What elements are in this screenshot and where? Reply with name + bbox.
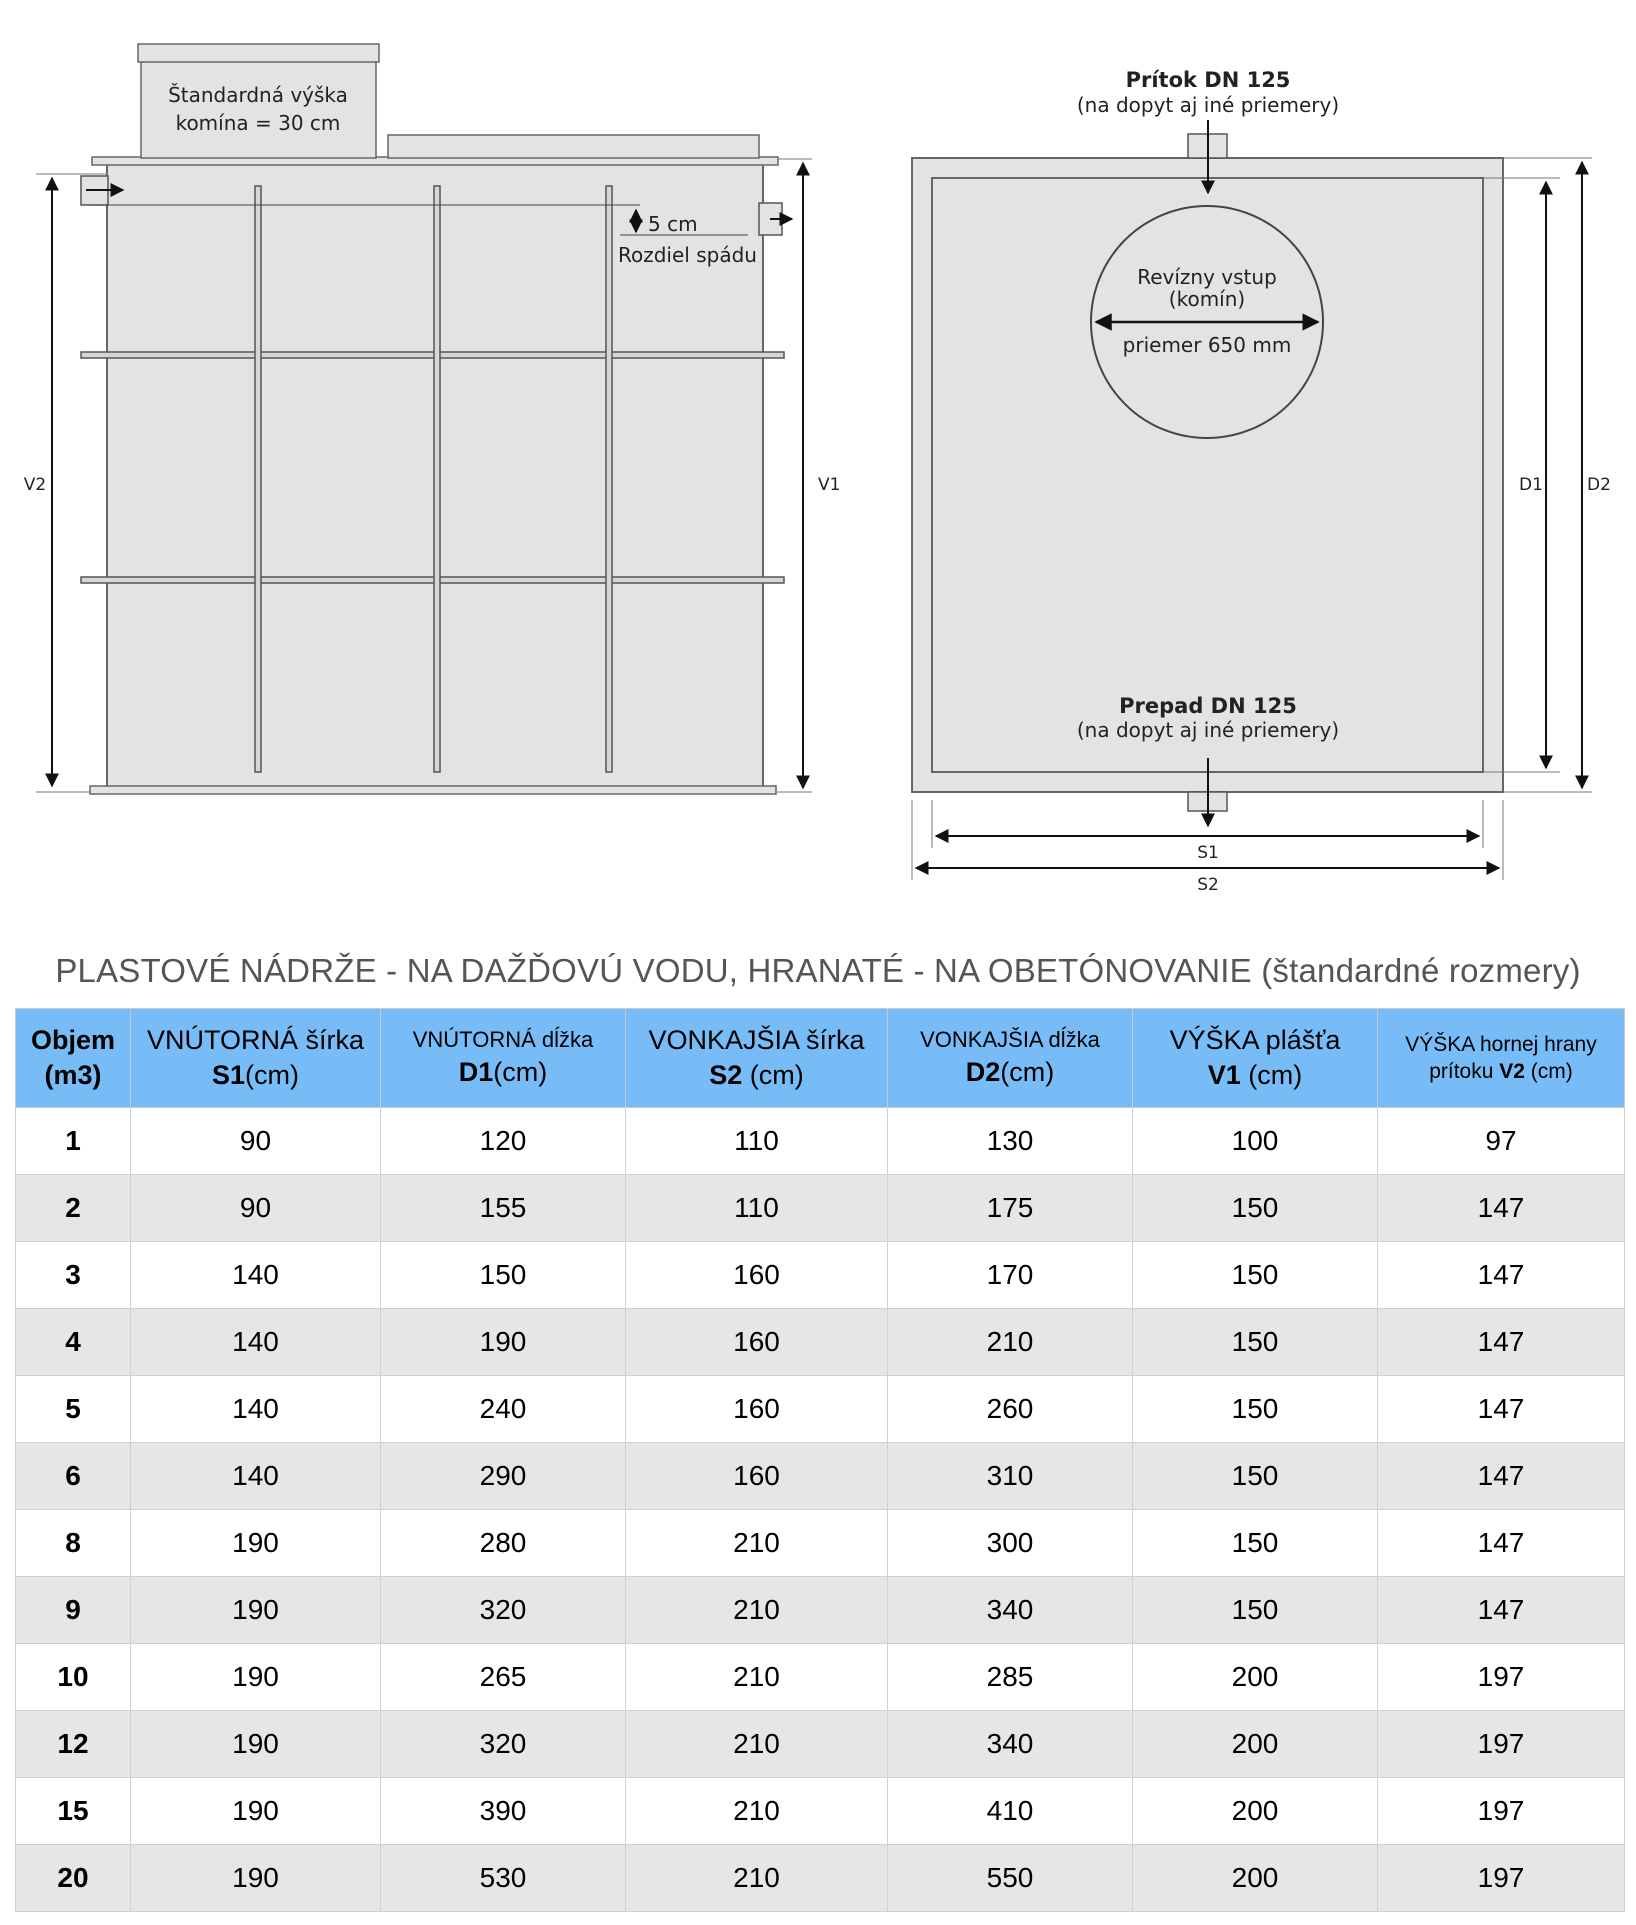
col-header-symbol: S2: [709, 1060, 743, 1090]
cell-s2: 210: [626, 1577, 888, 1644]
col-header-symbol: V2: [1499, 1060, 1525, 1083]
col-header-line1: VNÚTORNÁ šírka: [146, 1024, 365, 1055]
chimney-cap: [138, 44, 379, 62]
inspection-label-line2: (komín): [1168, 287, 1246, 311]
col-header-unit: (cm): [1240, 1060, 1303, 1090]
d1-label: D1: [1519, 475, 1543, 495]
table-row: [16, 1778, 1625, 1845]
table-row: [16, 1309, 1625, 1376]
cell-s1: 140: [131, 1309, 381, 1376]
cell-s1: 140: [131, 1443, 381, 1510]
chimney: [141, 60, 376, 158]
cell-s2: 160: [626, 1309, 888, 1376]
col-header-symbol: V1: [1207, 1060, 1241, 1090]
col-header-unit: (cm): [245, 1060, 299, 1090]
cell-objem: 10: [16, 1644, 131, 1711]
cell-v1: 150: [1133, 1577, 1378, 1644]
cell-s1: 90: [131, 1108, 381, 1175]
cell-v2: 147: [1378, 1443, 1625, 1510]
table-row: [16, 1443, 1625, 1510]
cell-v1: 200: [1133, 1711, 1378, 1778]
s1-label: S1: [1197, 843, 1219, 863]
cell-d1: 190: [381, 1309, 626, 1376]
diameter-label: priemer 650 mm: [1122, 333, 1292, 357]
cell-d2: 285: [888, 1644, 1133, 1711]
cell-d2: 410: [888, 1778, 1133, 1845]
cell-d2: 300: [888, 1510, 1133, 1577]
cell-d1: 155: [381, 1175, 626, 1242]
cell-v2: 197: [1378, 1711, 1625, 1778]
cell-s1: 190: [131, 1711, 381, 1778]
cell-v1: 150: [1133, 1175, 1378, 1242]
cell-objem: 3: [16, 1242, 131, 1309]
cell-v1: 150: [1133, 1242, 1378, 1309]
cell-s1: 190: [131, 1510, 381, 1577]
d2-label: D2: [1587, 475, 1611, 495]
cell-objem: 12: [16, 1711, 131, 1778]
cell-v2: 147: [1378, 1510, 1625, 1577]
cell-s2: 210: [626, 1711, 888, 1778]
table-row: [16, 1108, 1625, 1175]
chimney-label-line1: Štandardná výška: [168, 83, 348, 107]
v2-label: V2: [23, 475, 47, 495]
cell-v2: 147: [1378, 1376, 1625, 1443]
cell-s1: 90: [131, 1175, 381, 1242]
cell-d2: 340: [888, 1577, 1133, 1644]
cell-d1: 390: [381, 1778, 626, 1845]
cell-s1: 140: [131, 1376, 381, 1443]
cell-d1: 240: [381, 1376, 626, 1443]
cell-d2: 210: [888, 1309, 1133, 1376]
cell-objem: 20: [16, 1845, 131, 1912]
cell-s2: 210: [626, 1644, 888, 1711]
cell-v2: 197: [1378, 1778, 1625, 1845]
drop-label: Rozdiel spádu: [618, 243, 757, 267]
cell-s1: 190: [131, 1845, 381, 1912]
col-header-line1: VONKAJŠIA šírka: [648, 1024, 865, 1055]
cell-s2: 160: [626, 1242, 888, 1309]
cell-objem: 1: [16, 1108, 131, 1175]
col-header-line1: Objem: [30, 1024, 116, 1055]
cell-objem: 5: [16, 1376, 131, 1443]
cell-d2: 130: [888, 1108, 1133, 1175]
table-title: PLASTOVÉ NÁDRŽE - NA DAŽĎOVÚ VODU, HRANATÉ - NA OBETÓNOVANIE (štandardné rozmery): [55, 952, 1581, 989]
col-header-v2: [1378, 1009, 1625, 1108]
inflow-note: (na dopyt aj iné priemery): [1076, 93, 1340, 117]
table-header-row: [16, 1009, 1625, 1108]
cell-d2: 260: [888, 1376, 1133, 1443]
cell-d2: 310: [888, 1443, 1133, 1510]
table-body: [16, 1108, 1625, 1912]
table-row: [16, 1510, 1625, 1577]
col-header-symbol: D2: [965, 1056, 1001, 1087]
side-view: [24, 44, 841, 794]
inspection-label-line1: Revízny vstup: [1137, 265, 1277, 289]
table-row: [16, 1644, 1625, 1711]
drop-value: 5 cm: [648, 212, 698, 236]
cell-d2: 170: [888, 1242, 1133, 1309]
col-header-line1: VÝŠKA hornej hrany: [1405, 1032, 1597, 1056]
top-plate: [388, 135, 759, 158]
bottom-flange: [90, 786, 776, 794]
cell-s2: 160: [626, 1443, 888, 1510]
cell-d2: 550: [888, 1845, 1133, 1912]
cell-s1: 190: [131, 1577, 381, 1644]
cell-d1: 290: [381, 1443, 626, 1510]
cell-d1: 530: [381, 1845, 626, 1912]
cell-v1: 200: [1133, 1644, 1378, 1711]
col-header-objem: [16, 1009, 131, 1108]
col-header-v1: [1133, 1009, 1378, 1108]
cell-v2: 97: [1378, 1108, 1625, 1175]
table-row: [16, 1175, 1625, 1242]
cell-v1: 100: [1133, 1108, 1378, 1175]
col-header-unit: (cm): [493, 1056, 548, 1087]
cell-d1: 150: [381, 1242, 626, 1309]
dimensions-table: [15, 1008, 1625, 1912]
cell-s2: 110: [626, 1108, 888, 1175]
col-header-unit: (cm): [1000, 1056, 1055, 1087]
cell-v1: 150: [1133, 1309, 1378, 1376]
cell-s1: 190: [131, 1778, 381, 1845]
col-header-symbol: D1: [458, 1056, 494, 1087]
cell-s2: 210: [626, 1845, 888, 1912]
cell-d1: 280: [381, 1510, 626, 1577]
col-header-unit: (cm): [742, 1060, 804, 1090]
table-row: [16, 1711, 1625, 1778]
overflow-title: Prepad DN 125: [1119, 694, 1297, 718]
cell-s1: 140: [131, 1242, 381, 1309]
overflow-note: (na dopyt aj iné priemery): [1076, 718, 1340, 742]
col-header-symbol: S1: [211, 1060, 246, 1090]
col-header-prefix: prítoku: [1429, 1060, 1500, 1083]
table-row: [16, 1376, 1625, 1443]
cell-v1: 150: [1133, 1376, 1378, 1443]
col-header-s1: [131, 1009, 381, 1108]
cell-objem: 8: [16, 1510, 131, 1577]
cell-v1: 150: [1133, 1510, 1378, 1577]
cell-objem: 2: [16, 1175, 131, 1242]
table-row: [16, 1577, 1625, 1644]
cell-d1: 120: [381, 1108, 626, 1175]
col-header-d1: [381, 1009, 626, 1108]
cell-s2: 210: [626, 1778, 888, 1845]
col-header-d2: [888, 1009, 1133, 1108]
inflow-title: Prítok DN 125: [1125, 68, 1291, 92]
cell-v2: 147: [1378, 1577, 1625, 1644]
cell-v2: 147: [1378, 1175, 1625, 1242]
cell-d1: 320: [381, 1577, 626, 1644]
col-header-line1: VONKAJŠIA dĺžka: [920, 1027, 1100, 1053]
col-header-line1: VÝŠKA plášťa: [1169, 1024, 1341, 1055]
cell-objem: 15: [16, 1778, 131, 1845]
cell-s2: 210: [626, 1510, 888, 1577]
cell-v2: 147: [1378, 1242, 1625, 1309]
cell-v2: 197: [1378, 1845, 1625, 1912]
v1-label: V1: [818, 475, 841, 495]
tank-diagram: [0, 0, 1636, 920]
col-header-line1: VNÚTORNÁ dĺžka: [412, 1027, 594, 1053]
s2-label: S2: [1197, 875, 1219, 895]
cell-v2: 147: [1378, 1309, 1625, 1376]
cell-s1: 190: [131, 1644, 381, 1711]
top-view: [912, 68, 1611, 895]
cell-objem: 4: [16, 1309, 131, 1376]
cell-s2: 110: [626, 1175, 888, 1242]
cell-v2: 197: [1378, 1644, 1625, 1711]
chimney-label-line2: komína = 30 cm: [175, 111, 341, 135]
cell-v1: 200: [1133, 1845, 1378, 1912]
cell-objem: 6: [16, 1443, 131, 1510]
cell-d1: 265: [381, 1644, 626, 1711]
cell-objem: 9: [16, 1577, 131, 1644]
col-header-line2: (m3): [44, 1060, 102, 1090]
col-header-s2: [626, 1009, 888, 1108]
cell-s2: 160: [626, 1376, 888, 1443]
cell-d2: 175: [888, 1175, 1133, 1242]
col-header-unit: (cm): [1524, 1060, 1573, 1083]
cell-d2: 340: [888, 1711, 1133, 1778]
table-row: [16, 1845, 1625, 1912]
table-row: [16, 1242, 1625, 1309]
cell-v1: 150: [1133, 1443, 1378, 1510]
cell-d1: 320: [381, 1711, 626, 1778]
cell-v1: 200: [1133, 1778, 1378, 1845]
